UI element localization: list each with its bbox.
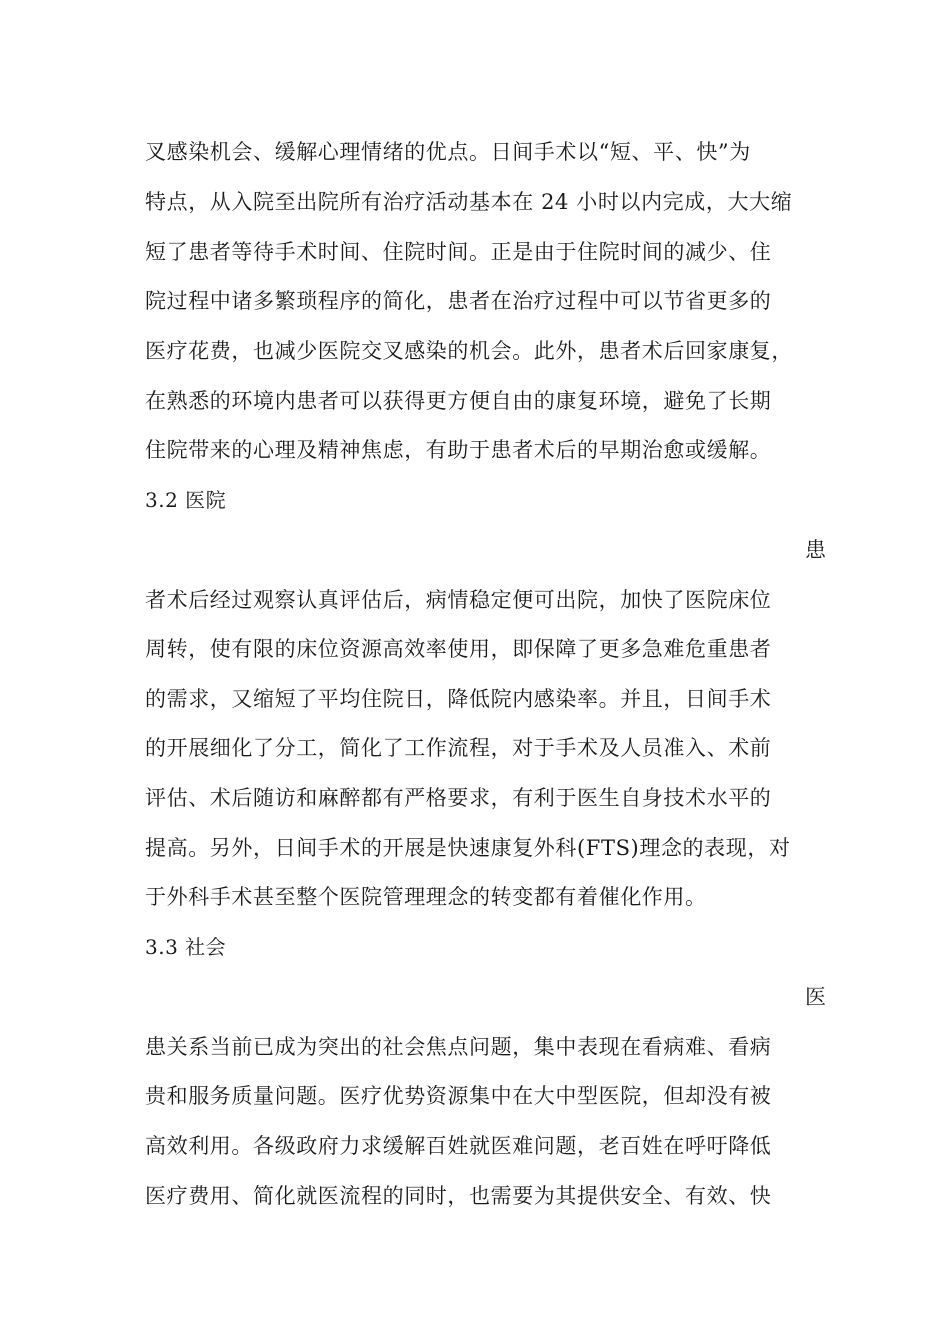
paragraph-line: 高效利用。各级政府力求缓解百姓就医难问题，老百姓在呼吁降低 [145,1134,772,1158]
paragraph-line: 于外科手术甚至整个医院管理理念的转变都有着催化作用。 [145,885,707,909]
paragraph-line: 的需求，又缩短了平均住院日，降低院内感染率。并且，日间手术 [145,687,772,711]
paragraph-line: 医疗费用、简化就医流程的同时，也需要为其提供安全、有效、快 [145,1184,772,1208]
paragraph-line: 周转，使有限的床位资源高效率使用，即保障了更多急难危重患者 [145,637,772,661]
section-heading-society: 3.3 社会 [145,935,227,959]
section-lead-char: 患 [805,538,826,562]
paragraph-line: 贵和服务质量问题。医疗优势资源集中在大中型医院，但却没有被 [145,1084,772,1108]
paragraph-line: 短了患者等待手术时间、住院时间。正是由于住院时间的减少、住 [145,240,772,264]
paragraph-line: 叉感染机会、缓解心理情绪的优点。日间手术以“短、平、快”为 [145,140,751,164]
paragraph-line: 提高。另外，日间手术的开展是快速康复外科(FTS)理念的表现，对 [145,836,791,860]
paragraph-line: 评估、术后随访和麻醉都有严格要求，有利于医生自身技术水平的 [145,786,772,810]
section-heading-hospital: 3.2 医院 [145,488,227,512]
paragraph-line: 住院带来的心理及精神焦虑，有助于患者术后的早期治愈或缓解。 [145,438,772,462]
section-lead-char: 医 [805,985,826,1009]
paragraph-line: 院过程中诸多繁琐程序的简化，患者在治疗过程中可以节省更多的 [145,289,772,313]
paragraph-line: 特点，从入院至出院所有治疗活动基本在 24 小时以内完成，大大缩 [145,190,793,214]
paragraph-line: 医疗花费，也减少医院交叉感染的机会。此外，患者术后回家康复， [145,339,793,363]
paragraph-line: 者术后经过观察认真评估后，病情稳定便可出院，加快了医院床位 [145,588,772,612]
paragraph-line: 在熟悉的环境内患者可以获得更方便自由的康复环境，避免了长期 [145,389,772,413]
paragraph-line: 的开展细化了分工，简化了工作流程，对于手术及人员准入、术前 [145,736,772,760]
paragraph-line: 患关系当前已成为突出的社会焦点问题，集中表现在看病难、看病 [145,1035,772,1059]
